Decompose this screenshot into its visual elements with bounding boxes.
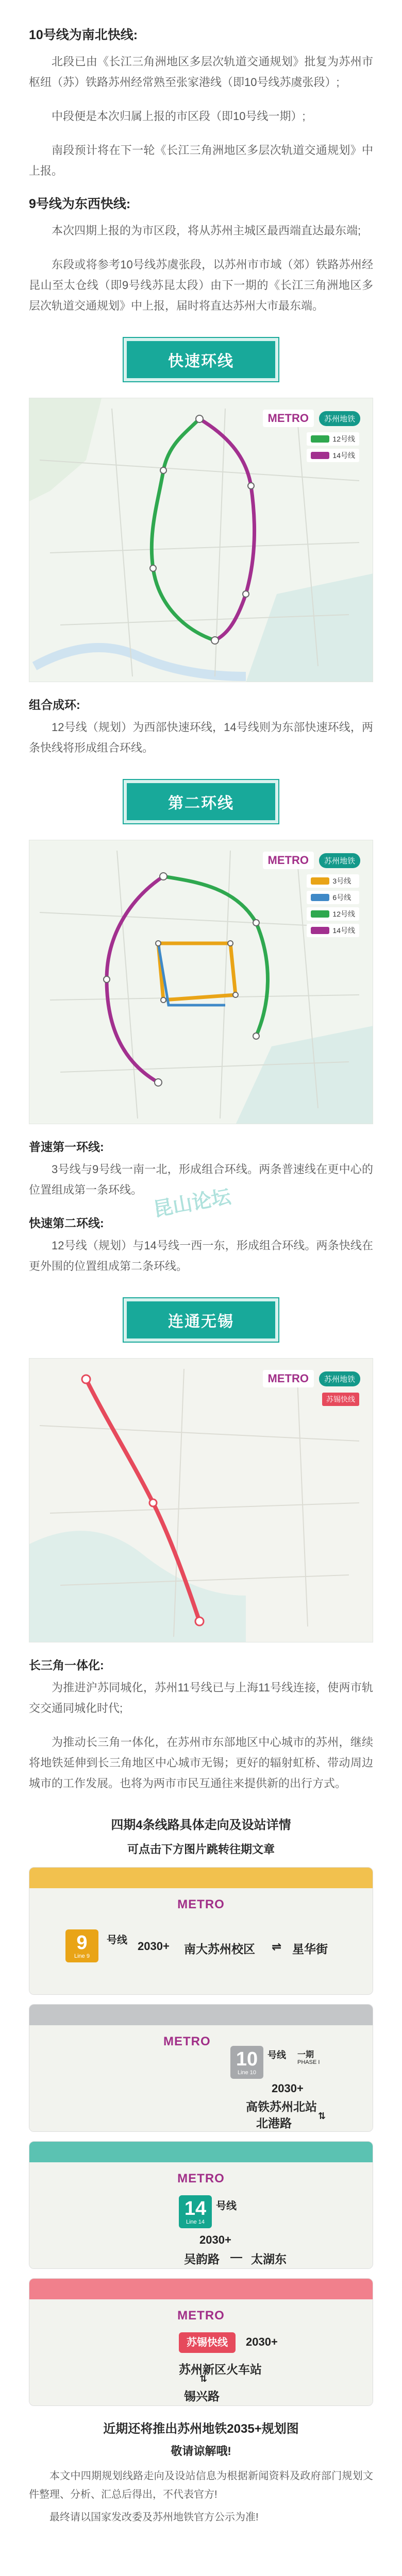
legend-label: 14号线	[332, 451, 355, 460]
legend-swatch	[311, 894, 329, 901]
line14-arrow: —	[230, 2250, 242, 2263]
banner-second-ring-label: 第二环线	[124, 780, 278, 823]
line14-line-label: 号线	[216, 2200, 237, 2212]
line10-en: Line 10	[237, 2070, 257, 2076]
combo-ring-heading: 组合成环:	[29, 698, 80, 711]
metro-logo: METRO	[263, 1370, 314, 1387]
map-second-ring-logos	[263, 852, 360, 869]
legend-swatch	[311, 877, 329, 885]
line14-badge	[179, 2195, 212, 2228]
legend-label: 12号线	[332, 435, 355, 443]
legend-line14	[307, 924, 359, 937]
map-wuxi-logos	[263, 1370, 360, 1387]
footer-thanks: 敬请谅解哦!	[171, 2445, 231, 2458]
metro-logo: METRO	[177, 2309, 225, 2323]
banner-wuxi-label: 连通无锡	[124, 1298, 278, 1342]
suxi-from: 苏州新区火车站	[179, 2363, 262, 2376]
line10-para-north: 北段已由《长江三角洲地区多层次轨道交通规划》批复为苏州市枢纽（苏）铁路苏州经常熟至张家港线（即10号线苏虞张段）;	[29, 55, 373, 89]
line9-to: 星华街	[292, 1942, 328, 1956]
yangtze-heading: 长三角一体化:	[29, 1658, 104, 1672]
nav-card-logo-row	[29, 1897, 373, 1912]
ring1-para: 3号线与9号线一南一北，形成组合环线。两条普速线在更中心的位置组成第一条环线。	[29, 1163, 373, 1196]
metro-logo: METRO	[163, 2035, 211, 2048]
line9-heading: 9号线为东西快线:	[29, 197, 131, 211]
metro-logo: METRO	[263, 410, 314, 427]
line14-en: Line 14	[186, 2219, 205, 2225]
map-express-ring-legend	[307, 432, 359, 462]
combo-ring-para: 12号线（规划）为西部快速环线，14号线则为东部快速环线，两条快线将形成组合环线。	[29, 721, 373, 754]
banner-wuxi	[29, 1294, 373, 1346]
footer-note-1: 本文中四期规划线路走向及设站信息为根据新闻资料及政府部门规划文件整理、分析、汇总后得出，不代表官方!	[29, 2470, 373, 2500]
line9-line-label: 号线	[107, 1935, 127, 1946]
suxi-badge	[179, 2332, 236, 2353]
nav-card-strip	[29, 2142, 373, 2162]
nav-card-logo-row	[29, 2172, 373, 2186]
nav-subtitle: 可点击下方图片跳转往期文章	[127, 1843, 275, 1856]
metro-logo: METRO	[177, 1897, 225, 1911]
line10-para-south: 南段预计将在下一轮《长江三角洲地区多层次轨道交通规划》中上报。	[29, 144, 373, 177]
nav-card-strip	[29, 2005, 373, 2025]
line10-phase-en: PHASE I	[297, 2059, 320, 2065]
suxi-name: 苏锡快线	[187, 2337, 228, 2348]
legend-swatch	[311, 927, 329, 934]
line10-line-label: 号线	[267, 2050, 286, 2060]
ring2-heading: 快速第二环线:	[29, 1216, 104, 1230]
line9-badge	[65, 1929, 98, 1962]
legend-swatch	[311, 910, 329, 918]
forum-watermark: 昆山论坛	[152, 1186, 233, 1221]
map-second-ring-legend	[307, 874, 359, 937]
line9-en: Line 9	[74, 1953, 90, 1959]
line14-from: 吴韵路	[184, 2252, 220, 2266]
legend-swatch	[311, 435, 329, 443]
map-wuxi-legend	[322, 1393, 359, 1406]
nav-card-line14[interactable]	[29, 2141, 373, 2269]
line10-from: 高铁苏州北站	[246, 2100, 317, 2113]
legend-label: 14号线	[332, 926, 355, 935]
line10-heading: 10号线为南北快线:	[29, 28, 138, 42]
footer-note-2: 最终请以国家发改委及苏州地铁官方公示为准!	[49, 2512, 259, 2523]
line10-number: 10	[236, 2048, 258, 2070]
line9-para-2: 东段或将参考10号线苏虞张段，以苏州市市域（郊）铁路苏州经昆山至太仓线（即9号线苏昆太段）由下一期的《长江三角洲地区多层次轨道交通规划》中上报，届时将直达苏州大市最东端。	[29, 258, 373, 312]
suzhou-metro-pill: 苏州地铁	[319, 411, 360, 426]
nav-card-suxi[interactable]	[29, 2278, 373, 2406]
nav-card-logo-row	[29, 2035, 373, 2049]
banner-express-ring-label: 快速环线	[124, 338, 278, 381]
legend-suxi-express: 苏锡快线	[322, 1393, 359, 1406]
ring2-section	[29, 1138, 373, 1277]
legend-swatch	[311, 452, 329, 459]
legend-line12	[307, 907, 359, 921]
nav-title: 四期4条线路具体走向及设站详情	[111, 1818, 291, 1832]
nav-card-line9[interactable]	[29, 1867, 373, 1995]
line9-number: 9	[76, 1932, 88, 1954]
legend-line6	[307, 891, 359, 904]
line9-para-1: 本次四期上报的为市区段，将从苏州主城区最西端直达最东端;	[52, 224, 361, 237]
line14-year: 2030+	[199, 2233, 231, 2246]
suxi-arrow: ⇅	[199, 2374, 208, 2384]
suzhou-metro-pill: 苏州地铁	[319, 853, 360, 868]
map-express-ring-logos	[263, 410, 360, 427]
line10-badge	[230, 2046, 263, 2079]
legend-label: 3号线	[332, 877, 351, 885]
line10-to: 北港路	[256, 2116, 292, 2130]
nav-card-logo-row	[29, 2309, 373, 2323]
line14-to: 太湖东	[251, 2252, 287, 2266]
line10-year: 2030+	[272, 2082, 304, 2095]
map-second-ring[interactable]	[29, 840, 373, 1124]
yangtze-para-1: 为推进沪苏同城化，苏州11号线已与上海11号线连接，使两市轨交交通同城化时代;	[29, 1681, 373, 1715]
map-express-ring[interactable]	[29, 398, 373, 682]
yangtze-para-2: 为推动长三角一体化，在苏州市东部地区中心城市的苏州，继续将地铁延伸到长三角地区中心城市无锡；更好的辐射虹桥、带动周边城市的工作发展。也将为两市市民互通往来提供新的出行方式。	[29, 1736, 373, 1790]
footer-title: 近期还将推出苏州地铁2035+规划图	[103, 2422, 299, 2436]
legend-label: 6号线	[332, 893, 351, 902]
ring2-para: 12号线（规划）与14号线一西一东，形成组合环线。两条快线在更外围的位置组成第二条环线。	[29, 1239, 373, 1273]
map-wuxi[interactable]	[29, 1358, 373, 1642]
banner-second-ring	[29, 776, 373, 827]
nav-card-strip	[29, 1868, 373, 1888]
map-wuxi-graphic	[29, 1359, 373, 1642]
suxi-year: 2030+	[246, 2335, 278, 2348]
line10-arrow: ⇅	[318, 2111, 326, 2121]
line9-year: 2030+	[138, 1940, 170, 1953]
legend-label: 12号线	[332, 910, 355, 918]
line14-number: 14	[184, 2198, 207, 2219]
banner-express-ring	[29, 334, 373, 385]
legend-line14	[307, 449, 359, 462]
suzhou-metro-pill: 苏州地铁	[319, 1371, 360, 1386]
line10-para-middle: 中段便是本次归属上报的市区段（即10号线一期）;	[52, 110, 306, 123]
line10-phase: 一期	[297, 2050, 314, 2059]
metro-logo: METRO	[263, 852, 314, 869]
nav-card-line10[interactable]	[29, 2004, 373, 2132]
legend-line3	[307, 874, 359, 888]
nav-card-strip	[29, 2279, 373, 2299]
suxi-to: 锡兴路	[184, 2389, 220, 2403]
line9-from: 南大苏州校区	[184, 1942, 255, 1956]
metro-logo: METRO	[177, 2172, 225, 2185]
legend-line12	[307, 432, 359, 446]
ring1-heading: 普速第一环线:	[29, 1140, 104, 1154]
line9-arrow: ⇌	[272, 1940, 282, 1953]
